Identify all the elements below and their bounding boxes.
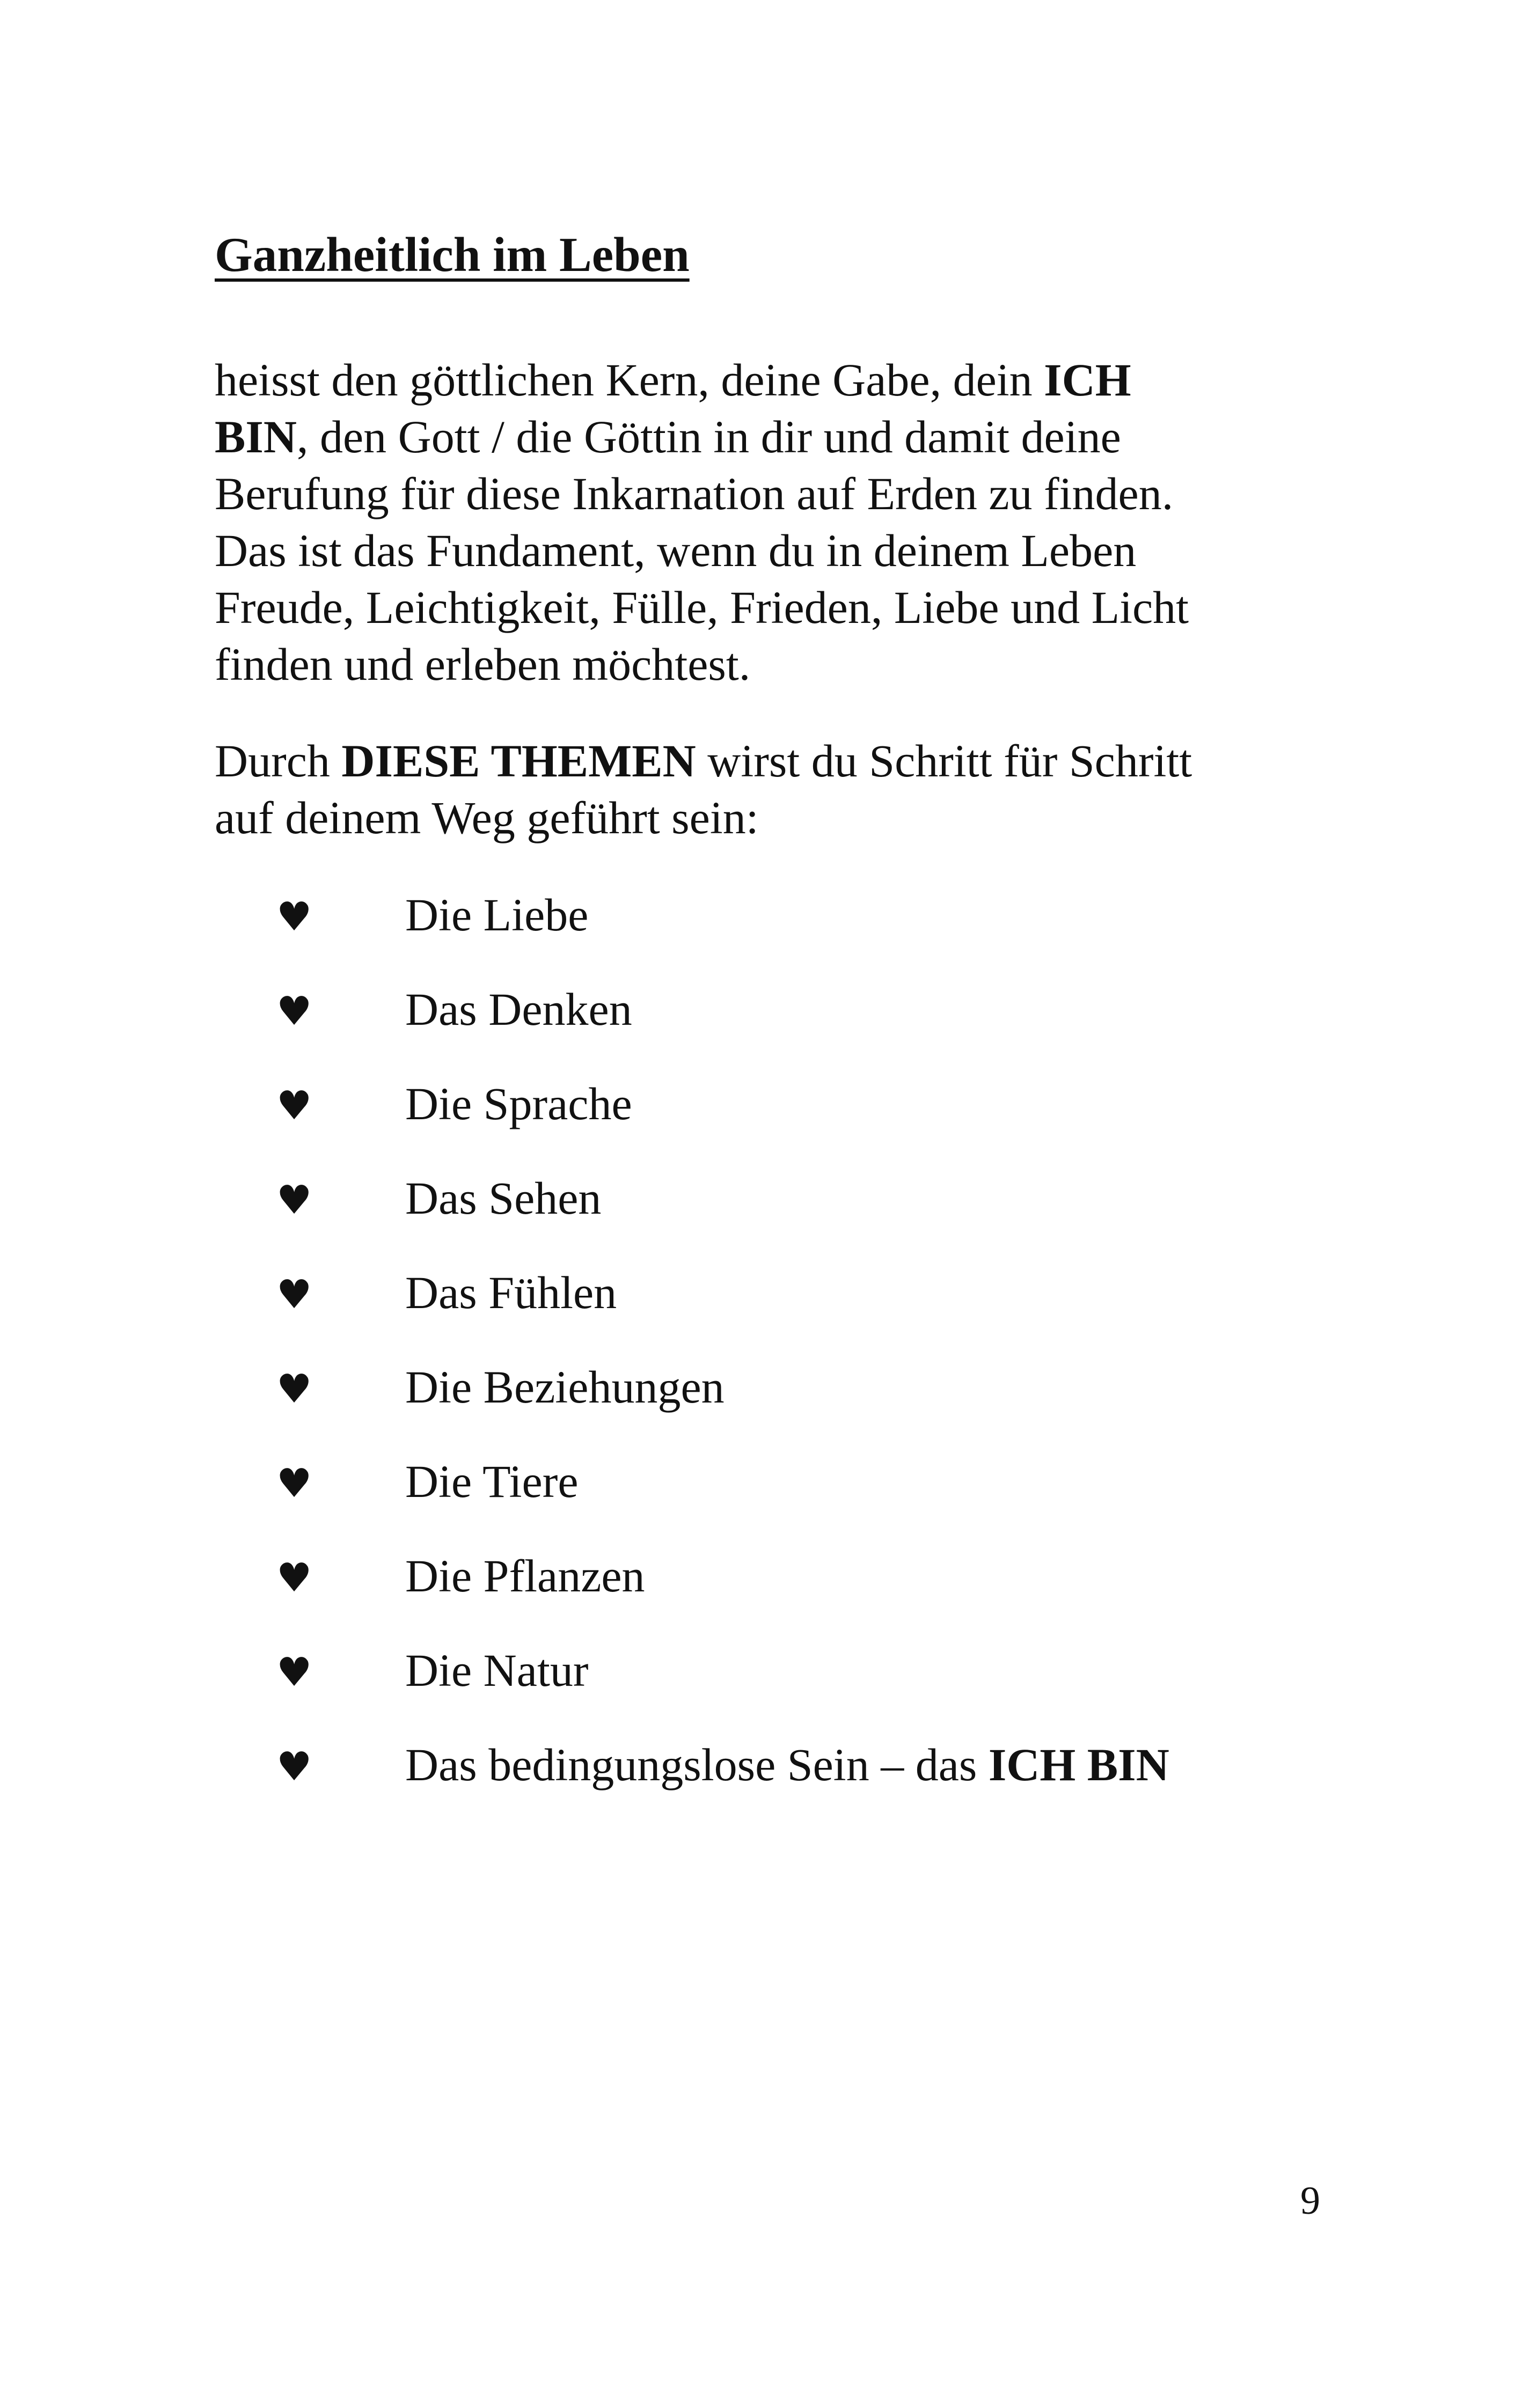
list-item-label: Die Tiere [405,1456,579,1507]
list-item-label: Die Natur [405,1645,589,1696]
list-item-label: Die Pflanzen [405,1550,645,1602]
heart-icon: ♥ [276,988,312,1034]
heart-icon: ♥ [276,1649,312,1695]
list-item [276,1360,1169,1455]
section-heading: Ganzheitlich im Leben [215,227,690,282]
page-number: 9 [1300,2179,1320,2223]
list-item [276,1077,1169,1171]
paragraph-line [215,732,1320,789]
paragraph-line [215,351,1320,408]
paragraph-line: Freude, Leichtigkeit, Fülle, Frieden, Liebe und Licht [215,582,1189,633]
list-item [276,1266,1169,1360]
heart-icon: ♥ [276,1555,312,1601]
paragraph-line: finden und erleben möchtest. [215,638,751,690]
text-span: Durch [215,735,342,787]
list-item [276,1738,1169,1832]
text-span: Das bedingungslose Sein – das [405,1739,989,1790]
paragraph-line: Das ist das Fundament, wenn du in deinem Leben [215,525,1137,576]
bold-text: DIESE THEMEN [341,735,696,787]
paragraph-line: Berufung für diese Inkarnation auf Erden zu finden. [215,468,1174,519]
heart-icon: ♥ [276,1744,312,1790]
paragraph-line: auf deinem Weg geführt sein: [215,792,759,843]
paragraph-line [215,408,1320,465]
list-item [276,1549,1169,1643]
text-span: wirst du Schritt für Schritt [696,735,1192,787]
list-item-label: Das Sehen [405,1172,602,1224]
heart-icon: ♥ [276,894,312,940]
heart-icon: ♥ [276,1366,312,1412]
heart-icon: ♥ [276,1177,312,1223]
themes-intro-paragraph [215,732,1320,846]
bold-text: ICH BIN [988,1739,1169,1790]
list-item [276,982,1169,1077]
list-item [276,1171,1169,1266]
list-item-label: Das Fühlen [405,1267,617,1318]
list-item-label: Das Denken [405,983,632,1035]
list-item-label [405,1738,1169,1792]
heart-icon: ♥ [276,1272,312,1318]
heart-icon: ♥ [276,1083,312,1129]
list-item [276,1455,1169,1549]
list-item [276,888,1169,982]
themes-list [276,888,1169,1832]
text-span: heisst den göttlichen Kern, deine Gabe, dein [215,354,1044,406]
list-item [276,1643,1169,1738]
bold-text: ICH [1044,354,1131,406]
list-item-label: Die Beziehungen [405,1361,725,1413]
text-span: , den Gott / die Göttin in dir und damit deine [296,411,1121,462]
bold-text: BIN [215,411,297,462]
heart-icon: ♥ [276,1460,312,1507]
list-item-label: Die Liebe [405,889,589,941]
list-item-label: Die Sprache [405,1078,632,1129]
intro-paragraph [215,351,1320,693]
